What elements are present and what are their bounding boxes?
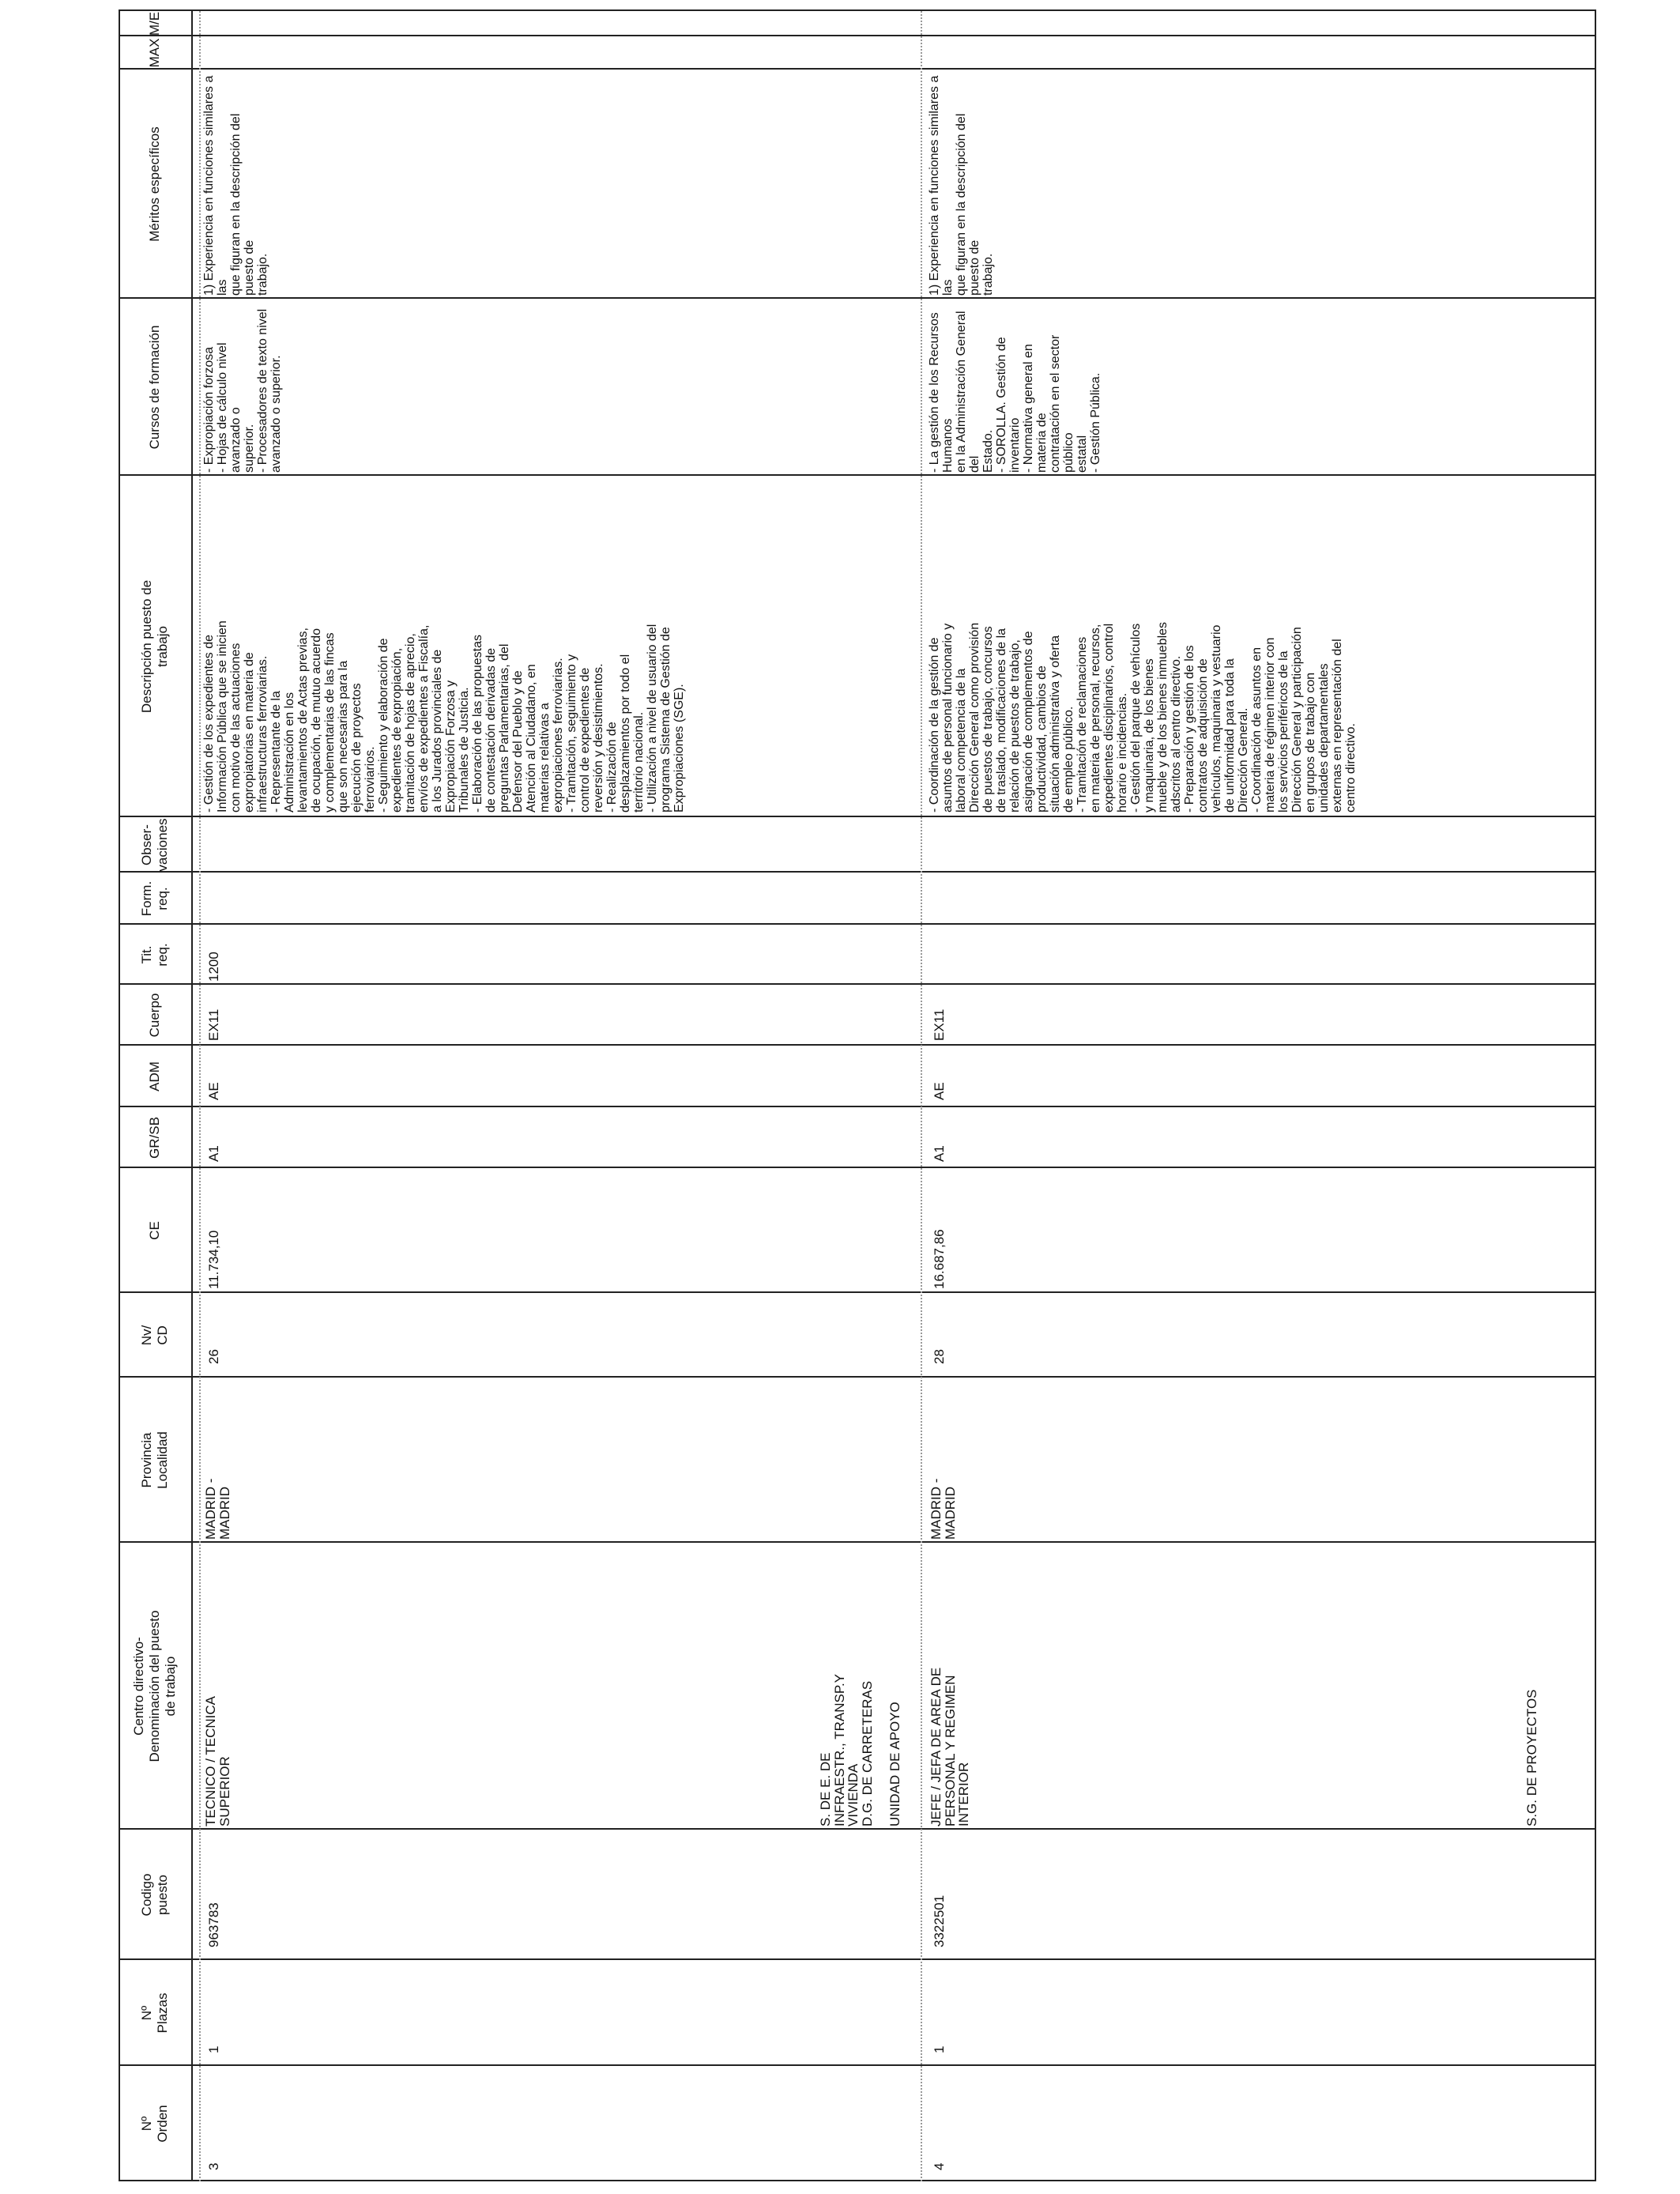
header-grupo: GR/SB <box>147 1117 162 1159</box>
header-adm: ADM <box>147 1061 162 1091</box>
header-descripcion: Descripción puesto de trabajo <box>139 579 170 714</box>
header-plazas: Nº Plazas <box>139 1992 170 2034</box>
row-4-cursos: - La gestión de los Recursos Humanos en la Administración General del Estado. - SOROLLA. Gestión de inventario - Normativa general en materia de contratación en el sector público estatal - Gestión Pública. <box>928 311 1102 473</box>
header-codigo: Codigo puesto <box>139 1873 170 1917</box>
row-3-codigo: 963783 <box>206 1902 221 1947</box>
row-3-adm: AE <box>206 1082 221 1100</box>
row-4-provincia: MADRID - MADRID <box>929 1478 958 1540</box>
row-4-plazas: 1 <box>932 2045 947 2053</box>
row-3-plazas: 1 <box>206 2045 221 2053</box>
row-4-meritos: 1) Experiencia en funciones similares a las que figuran en la descripción del puesto de trabajo. <box>928 75 995 296</box>
row-4-cuerpo: EX11 <box>932 1008 947 1041</box>
section-subunit-label: S.G. DE PROYECTOS <box>1524 1689 1539 1826</box>
header-meritos: Méritos específicos <box>147 126 162 242</box>
row-3-cuerpo: EX11 <box>206 1008 221 1041</box>
row-3-grupo: A1 <box>206 1145 221 1162</box>
header-ce: CE <box>147 1221 162 1240</box>
header-provincia: Provincia Localidad <box>139 1431 170 1489</box>
header-titulacion: Tit. req. <box>139 943 170 967</box>
section-unit-label: S. DE E. DE INFRAESTR., TRANSP.Y VIVIENDA D.G. DE CARRETERAS UNIDAD DE APOYO <box>818 1673 902 1826</box>
row-4-codigo: 3322501 <box>932 1894 947 1947</box>
row-3-denominacion: TECNICO / TECNICA SUPERIOR <box>203 1696 232 1826</box>
row-3-titulacion: 1200 <box>206 952 221 982</box>
row-4-orden: 4 <box>932 2162 947 2170</box>
header-formacion: Form. req. <box>139 880 170 917</box>
row-4-grupo: A1 <box>932 1145 947 1162</box>
header-cuerpo: Cuerpo <box>147 993 162 1038</box>
row-3-nivel: 26 <box>206 1349 221 1364</box>
row-3-cursos: - Expropiación forzosa - Hojas de cálculo nivel avanzado o superior. - Procesadores de texto nivel avanzado o superior. <box>202 308 283 473</box>
row-3-descripcion: - Gestión de los expedientes de Información Pública que se inicien con motivo de las actuaciones expropiatorias en materia de infraestructuras ferroviarias. - Representante de la Administración en los levantamientos de Actas previas, de ocupación, de mutuo acuerdo y complementarias de las fincas que son necesarias para la ejecución de proyectos ferroviarios. - Seguimiento y elaboración de expedientes de expropiación, tramitación de hojas de aprecio, envíos de expedientes a Fiscalía, a los Jurados provinciales de Expropiación Forzosa y Tribunales de Justicia. - Elaboración de las propuestas de contestación derivadas de preguntas Parlamentarias, del Defensor del Pueblo y de Atención al Ciudadano, en materias relativas a expropiaciones ferroviarias. - Tramitación, seguimiento y control de expedientes de reversión y desistimientos. - Realización de desplazamientos por todo el territorio nacional. - Utilización a nivel de usuario del programa Sistema de Gestión de Expropiaciones (SGE). <box>202 620 686 812</box>
header-cursos: Cursos de formación <box>147 325 162 450</box>
header-orden: Nº Orden <box>139 2105 170 2143</box>
header-observaciones: Obser- vaciones <box>139 818 170 872</box>
row-4-adm: AE <box>932 1082 947 1100</box>
header-max: MAX <box>147 38 162 68</box>
row-4-ce: 16.687,86 <box>932 1229 947 1289</box>
row-3-provincia: MADRID - MADRID <box>203 1478 232 1540</box>
row-4-nivel: 28 <box>932 1349 947 1364</box>
row-4-denominacion: JEFE / JEFA DE AREA DE PERSONAL Y REGIMEN INTERIOR <box>929 1667 971 1826</box>
row-3-meritos: 1) Experiencia en funciones similares a las que figuran en la descripción del puesto de trabajo. <box>202 75 269 296</box>
row-3-orden: 3 <box>206 2162 221 2170</box>
header-centro: Centro directivo- Denominación del puesto de trabajo <box>131 1610 178 1762</box>
header-me: M/E <box>147 11 162 36</box>
row-3-ce: 11.734,10 <box>206 1230 221 1289</box>
header-nivel: Nv/ CD <box>139 1325 170 1346</box>
row-4-descripcion: - Coordinación de la gestión de asuntos de personal funcionario y laboral competencia de la Dirección General como provisión de puestos de trabajo, concursos de traslado, modificaciones de la relación de puestos de trabajo, asignación de complementos de productividad, cambios de situación administrativa y oferta de empleo público. - Tramitación de reclamaciones en materia de personal, recursos, expedientes disciplinarios, control horario e incidencias. - Gestión del parque de vehículos y maquinaria, de los bienes mueble y de los bienes inmuebles adscritos al centro directivo. - Preparación y gestión de los contratos de adquisición de vehículos, maquinaria y vestuario de uniformidad para toda la Dirección General. - Coordinación de asuntos en materia de régimen interior con los servicios periféricos de la Dirección General y participación en grupos de trabajo con unidades departamentales externas en representación del centro directivo. <box>928 621 1358 812</box>
